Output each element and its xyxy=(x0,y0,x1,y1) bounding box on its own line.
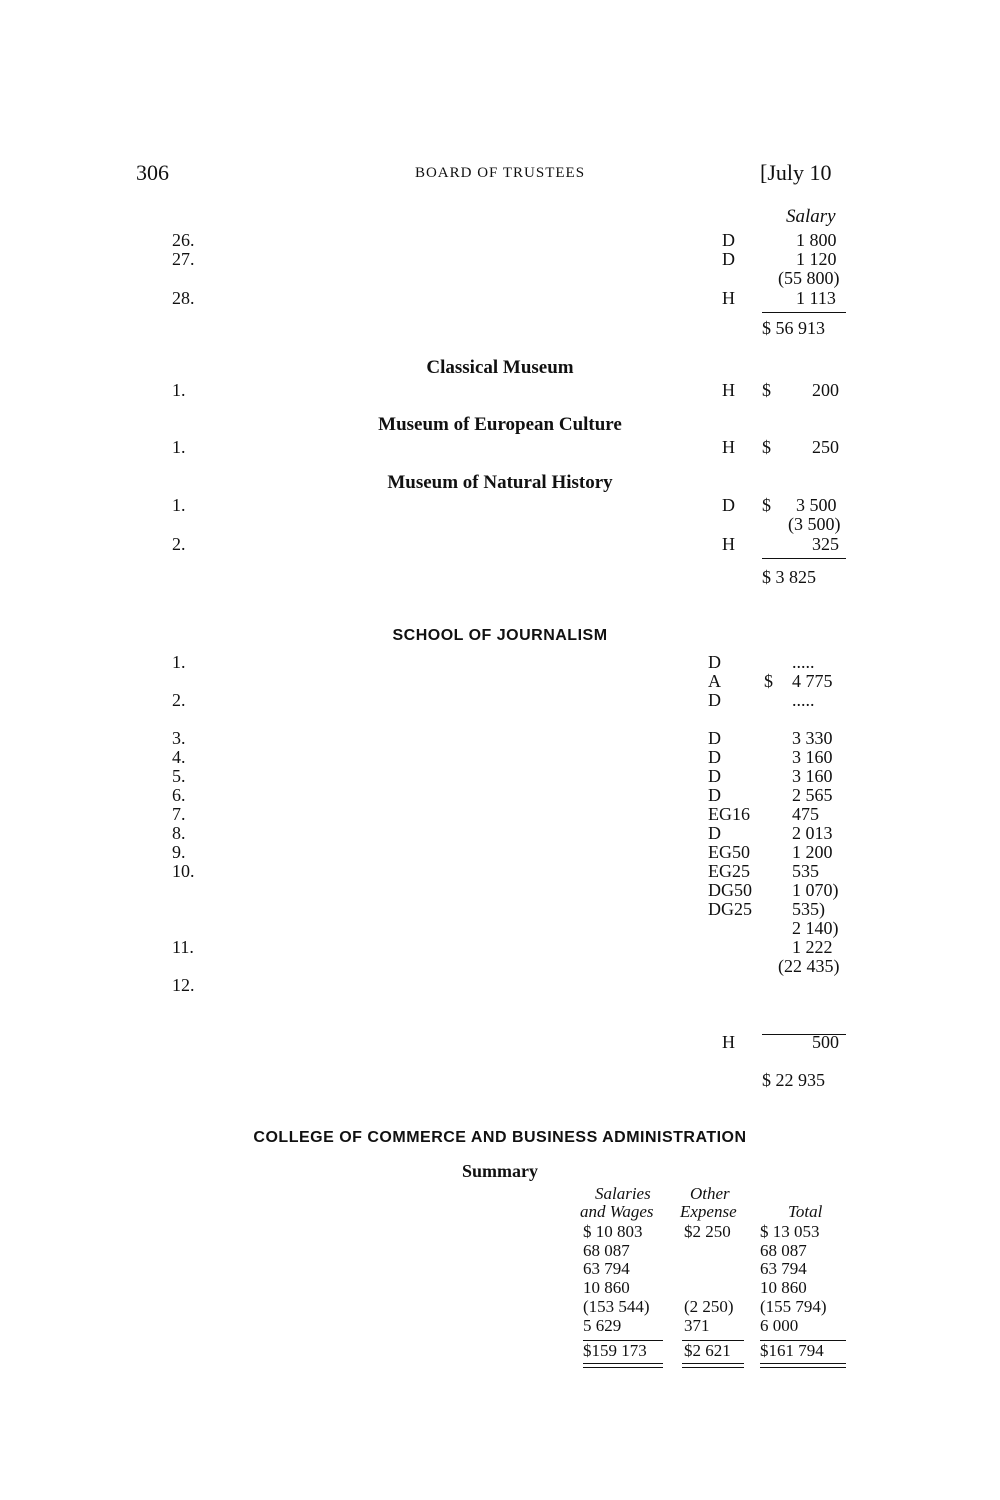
row-amount: 1 200 xyxy=(792,842,833,862)
row-code: H xyxy=(722,1032,735,1052)
table-row xyxy=(0,380,1000,400)
section-heading: Museum of European Culture xyxy=(378,414,622,435)
salaries-value: $159 173 xyxy=(583,1341,647,1360)
table-row xyxy=(0,861,1000,881)
page-header-date: [July 10 xyxy=(760,160,832,185)
row-amount: $ 56 913 xyxy=(762,318,825,338)
row-amount: 535) xyxy=(792,899,825,919)
total-value: 63 794 xyxy=(760,1259,807,1278)
row-code: DG50 xyxy=(708,880,752,900)
row-code: H xyxy=(722,437,735,457)
row-number: 8. xyxy=(172,823,186,843)
row-code: D xyxy=(722,230,735,250)
total-row xyxy=(0,1341,1000,1360)
row-amount: 4 775 xyxy=(792,671,833,691)
wages-line xyxy=(0,1032,1000,1052)
row-amount: 1 113 xyxy=(796,288,836,308)
section-heading: COLLEGE OF COMMERCE AND BUSINESS ADMINISTRATION xyxy=(253,1129,747,1146)
salaries-value: 10 860 xyxy=(583,1278,630,1297)
table-row xyxy=(0,823,1000,843)
expense-value: $2 621 xyxy=(684,1341,731,1360)
sum-rule xyxy=(762,558,846,559)
row-number: 12. xyxy=(172,975,195,995)
table-row xyxy=(0,709,1000,729)
salaries-value: 5 629 xyxy=(583,1316,622,1335)
dollar-sign: $ xyxy=(762,437,771,457)
total-value: $ 13 053 xyxy=(760,1222,820,1241)
row-amount: 3 160 xyxy=(792,747,833,767)
table-row xyxy=(0,534,1000,554)
row-number: 1. xyxy=(172,380,186,400)
row-code: D xyxy=(708,652,721,672)
row-number: 3. xyxy=(172,728,186,748)
table-row xyxy=(0,1259,1000,1278)
row-code: H xyxy=(722,534,735,554)
column-heading: Salaries xyxy=(595,1184,651,1203)
table-row xyxy=(0,230,1000,250)
row-number: 5. xyxy=(172,766,186,786)
table-row xyxy=(0,652,1000,672)
row-amount: 1 222 xyxy=(792,937,833,957)
row-amount: 475 xyxy=(792,804,819,824)
row-amount: 325 xyxy=(812,534,839,554)
sum-rule xyxy=(762,1034,846,1035)
table-row xyxy=(0,249,1000,269)
table-row xyxy=(0,880,1000,900)
double-rule xyxy=(583,1363,663,1368)
row-number: 6. xyxy=(172,785,186,805)
row-amount: 500 xyxy=(812,1032,839,1052)
section-heading: Museum of Natural History xyxy=(387,472,613,493)
row-amount: 2 140) xyxy=(792,918,839,938)
sum-rule xyxy=(583,1340,663,1341)
row-number: 27. xyxy=(172,249,195,269)
dollar-sign: $ xyxy=(762,495,771,515)
row-code: A xyxy=(708,671,721,691)
row-number: 11. xyxy=(172,937,194,957)
row-number: 1. xyxy=(172,495,186,515)
row-code: H xyxy=(722,288,735,308)
row-amount: ..... xyxy=(792,652,815,672)
subtotal-row xyxy=(0,268,1000,288)
row-code: D xyxy=(722,249,735,269)
column-heading: Other xyxy=(690,1184,730,1203)
table-row xyxy=(0,495,1000,515)
row-amount: 3 330 xyxy=(792,728,833,748)
row-code: H xyxy=(722,380,735,400)
total-row xyxy=(0,318,1000,338)
total-value: (155 794) xyxy=(760,1297,827,1316)
salaries-value: $ 10 803 xyxy=(583,1222,643,1241)
row-amount: (3 500) xyxy=(788,514,841,534)
row-amount: (22 435) xyxy=(778,956,840,976)
row-number: 7. xyxy=(172,804,186,824)
row-amount: 3 500 xyxy=(796,495,837,515)
total-value: 10 860 xyxy=(760,1278,807,1297)
table-row xyxy=(0,747,1000,767)
total-value: 68 087 xyxy=(760,1241,807,1260)
row-amount: $ 3 825 xyxy=(762,567,816,587)
table-row xyxy=(0,785,1000,805)
column-heading: and Wages xyxy=(580,1202,654,1221)
row-code: D xyxy=(708,747,721,767)
row-code: D xyxy=(722,495,735,515)
sum-rule xyxy=(762,312,846,313)
salaries-value: (153 544) xyxy=(583,1297,650,1316)
table-row xyxy=(0,671,1000,691)
salaries-value: 63 794 xyxy=(583,1259,630,1278)
dollar-sign: $ xyxy=(764,671,773,691)
table-row xyxy=(0,690,1000,710)
table-row xyxy=(0,728,1000,748)
table-row xyxy=(0,918,1000,938)
row-amount: 200 xyxy=(812,380,839,400)
row-number: 9. xyxy=(172,842,186,862)
table-row xyxy=(0,288,1000,308)
row-number: 1. xyxy=(172,437,186,457)
section-heading: SCHOOL OF JOURNALISM xyxy=(392,627,608,644)
row-number: 2. xyxy=(172,690,186,710)
row-amount: 2 013 xyxy=(792,823,833,843)
table-row xyxy=(0,437,1000,457)
wages-line xyxy=(0,1013,1000,1033)
sum-rule xyxy=(682,1340,744,1341)
sum-rule xyxy=(760,1340,846,1341)
table-row xyxy=(0,766,1000,786)
row-amount: 535 xyxy=(792,861,819,881)
subtotal-row xyxy=(0,1297,1000,1316)
dollar-sign: $ xyxy=(762,380,771,400)
expense-value: (2 250) xyxy=(684,1297,734,1316)
expense-value: 371 xyxy=(684,1316,710,1335)
row-amount: 2 565 xyxy=(792,785,833,805)
row-amount: 250 xyxy=(812,437,839,457)
table-row xyxy=(0,937,1000,957)
column-heading: Total xyxy=(788,1202,823,1221)
total-value: $161 794 xyxy=(760,1341,824,1360)
row-amount: 1 070) xyxy=(792,880,839,900)
row-amount: ..... xyxy=(792,690,815,710)
row-amount: 1 800 xyxy=(796,230,837,250)
row-amount: (55 800) xyxy=(778,268,840,288)
row-number: 1. xyxy=(172,652,186,672)
row-code: EG25 xyxy=(708,861,750,881)
row-amount: 3 160 xyxy=(792,766,833,786)
salaries-value: 68 087 xyxy=(583,1241,630,1260)
row-number: 10. xyxy=(172,861,195,881)
table-row xyxy=(0,842,1000,862)
row-code: D xyxy=(708,728,721,748)
table-row xyxy=(0,899,1000,919)
double-rule xyxy=(760,1363,846,1368)
row-amount: $ 22 935 xyxy=(762,1070,825,1090)
row-number: 28. xyxy=(172,288,195,308)
table-row xyxy=(0,1222,1000,1241)
row-amount: 1 120 xyxy=(796,249,837,269)
salary-column-heading: Salary xyxy=(786,206,836,227)
table-row xyxy=(0,1316,1000,1335)
page-header-title: BOARD OF TRUSTEES xyxy=(414,165,586,181)
double-rule xyxy=(682,1363,744,1368)
table-row xyxy=(0,1278,1000,1297)
total-row xyxy=(0,567,1000,587)
subtotal-row xyxy=(0,956,1000,976)
page-number: 306 xyxy=(136,160,169,185)
row-number: 4. xyxy=(172,747,186,767)
table-row xyxy=(0,804,1000,824)
expense-value: $2 250 xyxy=(684,1222,731,1241)
row-code: D xyxy=(708,690,721,710)
table-row xyxy=(0,1241,1000,1260)
row-code: D xyxy=(708,823,721,843)
row-code: D xyxy=(708,785,721,805)
row-number: 26. xyxy=(172,230,195,250)
section-heading: Classical Museum xyxy=(426,357,574,378)
section-subheading: Summary xyxy=(462,1161,538,1181)
wages-line xyxy=(0,994,1000,1014)
subtotal-row xyxy=(0,514,1000,534)
column-heading: Expense xyxy=(680,1202,737,1221)
row-code: EG16 xyxy=(708,804,750,824)
row-code: EG50 xyxy=(708,842,750,862)
total-row xyxy=(0,1070,1000,1090)
wages-line xyxy=(0,975,1000,995)
row-code: DG25 xyxy=(708,899,752,919)
row-number: 2. xyxy=(172,534,186,554)
row-code: D xyxy=(708,766,721,786)
total-value: 6 000 xyxy=(760,1316,799,1335)
